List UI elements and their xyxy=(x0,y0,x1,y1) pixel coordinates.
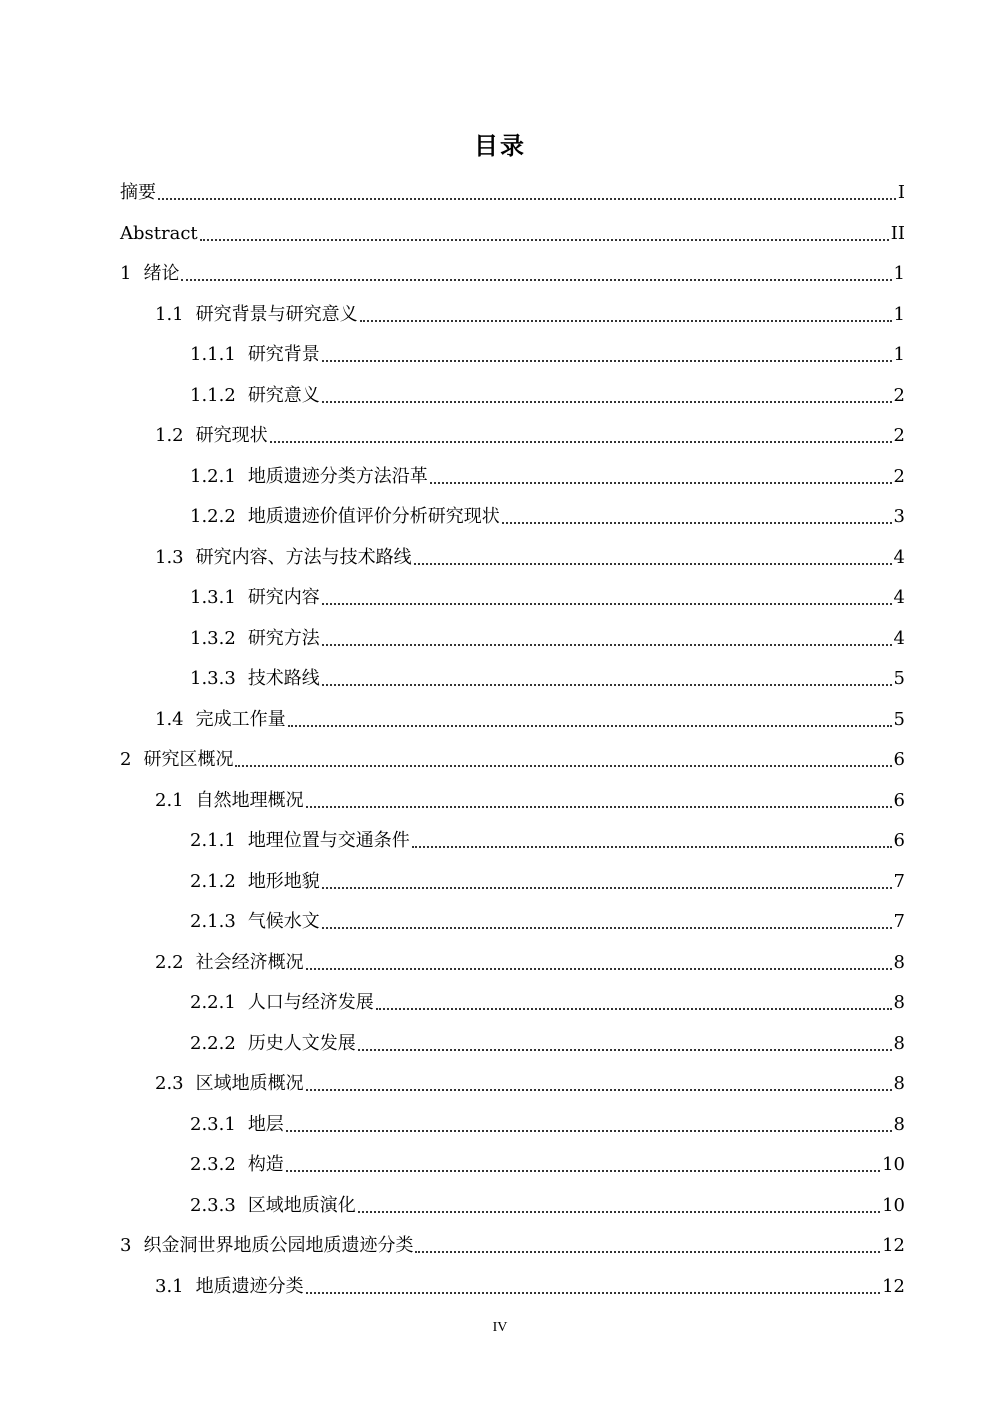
toc-entry[interactable] xyxy=(155,1064,905,1104)
toc-entry-page: 2 xyxy=(893,384,905,406)
toc-entry-number: 1.3.2 xyxy=(190,627,236,649)
toc-entry[interactable] xyxy=(155,943,905,983)
toc-leader-dots xyxy=(286,1170,880,1172)
toc-leader-dots xyxy=(358,1049,892,1051)
toc-entry-title: 摘要 xyxy=(120,182,156,203)
toc-entry[interactable] xyxy=(190,1145,905,1185)
toc-entry-page: II xyxy=(890,222,905,244)
toc-entry-page: 2 xyxy=(893,425,905,446)
toc-entry[interactable] xyxy=(155,1267,905,1307)
toc-entry-page: 6 xyxy=(893,749,905,770)
toc-entry-number: 2.3 xyxy=(155,1073,184,1094)
toc-entry-number: 1.2.1 xyxy=(190,465,236,487)
toc-entry-title: 自然地理概况 xyxy=(195,789,304,811)
toc-entry-number: 2.1.1 xyxy=(190,830,236,851)
toc-entry[interactable] xyxy=(190,497,905,537)
toc-entry[interactable] xyxy=(190,862,905,902)
toc-entry-page: 5 xyxy=(893,668,905,689)
toc-entry-page: 6 xyxy=(893,830,905,851)
toc-entry-page: 8 xyxy=(893,1073,905,1094)
toc-entry-number: 2.3.3 xyxy=(190,1194,236,1216)
toc-entry-page: 6 xyxy=(893,789,905,811)
toc-entry-title: 研究内容 xyxy=(247,587,320,608)
toc-entry-title: 研究背景与研究意义 xyxy=(195,303,358,325)
toc-entry-number: 1.1.1 xyxy=(190,344,236,365)
toc-entry[interactable] xyxy=(190,821,905,861)
toc-leader-dots xyxy=(200,239,889,241)
toc-leader-dots xyxy=(412,846,892,848)
toc-entry[interactable] xyxy=(190,983,905,1023)
toc-entry-number: 2.3.2 xyxy=(190,1154,236,1175)
toc-entry-title: Abstract xyxy=(120,222,198,244)
toc-entry[interactable] xyxy=(155,416,905,456)
toc-entry-number: 2.3.1 xyxy=(190,1113,236,1135)
toc-entry-page: 5 xyxy=(893,708,905,730)
toc-leader-dots xyxy=(306,968,892,970)
toc-entry[interactable] xyxy=(120,173,905,213)
toc-entry-number: 1.3.3 xyxy=(190,668,236,689)
toc-entry-page: 8 xyxy=(893,951,905,973)
toc-leader-dots xyxy=(358,1211,880,1213)
toc-leader-dots xyxy=(158,198,896,200)
toc-entry-number: 2.1.2 xyxy=(190,870,236,892)
toc-entry-title: 地质遗迹分类 xyxy=(195,1275,304,1297)
toc-entry-page: 4 xyxy=(893,627,905,649)
toc-entry-page: 8 xyxy=(893,1113,905,1135)
toc-leader-dots xyxy=(322,644,892,646)
toc-leader-dots xyxy=(322,401,892,403)
toc-entry-page: 8 xyxy=(893,1032,905,1054)
toc-entry[interactable] xyxy=(120,254,905,294)
toc-entry-title: 地形地貌 xyxy=(247,870,320,892)
toc-entry-page: 4 xyxy=(893,546,905,568)
toc-entry-page: 3 xyxy=(893,506,905,527)
toc-entry-number: 2.2.1 xyxy=(190,992,236,1013)
toc-entry-page: 4 xyxy=(893,587,905,608)
toc-leader-dots xyxy=(306,806,892,808)
toc-entry[interactable] xyxy=(155,538,905,578)
toc-entry-number: 1.1 xyxy=(155,303,184,325)
toc-entry[interactable] xyxy=(190,335,905,375)
toc-entry-number: 2.1 xyxy=(155,789,184,811)
toc-leader-dots xyxy=(430,482,892,484)
toc-entry-number: 1 xyxy=(120,263,132,284)
toc-entry[interactable] xyxy=(190,1024,905,1064)
toc-entry-title: 社会经济概况 xyxy=(195,951,304,973)
toc-entry-title: 区域地质概况 xyxy=(195,1073,304,1094)
toc-entry-title: 气候水文 xyxy=(247,911,320,932)
toc-entry[interactable] xyxy=(120,1226,905,1266)
toc-entry[interactable] xyxy=(190,1105,905,1145)
toc-entry-page: 1 xyxy=(893,344,905,365)
toc-entry-number: 1.3 xyxy=(155,546,184,568)
toc-entry-page: 7 xyxy=(893,870,905,892)
toc-leader-dots xyxy=(181,279,891,281)
toc-leader-dots xyxy=(306,1292,880,1294)
toc-leader-dots xyxy=(360,320,892,322)
toc-entry-title: 研究意义 xyxy=(247,384,320,406)
toc-entry[interactable] xyxy=(190,619,905,659)
toc-entry-title: 地质遗迹分类方法沿革 xyxy=(247,465,428,487)
toc-leader-dots xyxy=(270,441,892,443)
toc-entry-page: 12 xyxy=(882,1235,905,1256)
toc-entry-title: 绪论 xyxy=(143,263,180,284)
toc-entry[interactable] xyxy=(155,781,905,821)
toc-entry-title: 研究内容、方法与技术路线 xyxy=(195,546,412,568)
toc-entry-number: 1.3.1 xyxy=(190,587,236,608)
toc-leader-dots xyxy=(414,563,892,565)
toc-leader-dots xyxy=(322,603,892,605)
toc-entry-title: 人口与经济发展 xyxy=(247,992,374,1013)
toc-leader-dots xyxy=(415,1251,880,1253)
toc-leader-dots xyxy=(235,765,891,767)
toc-entry-title: 历史人文发展 xyxy=(247,1032,356,1054)
toc-entry-title: 织金洞世界地质公园地质遗迹分类 xyxy=(143,1235,414,1256)
toc-entry-title: 技术路线 xyxy=(247,668,320,689)
toc-leader-dots xyxy=(376,1008,892,1010)
toc-leader-dots xyxy=(322,684,892,686)
toc-entry-number: 2 xyxy=(120,749,132,770)
toc-entry-page: 12 xyxy=(882,1275,905,1297)
toc-entry[interactable] xyxy=(190,902,905,942)
toc-entry[interactable] xyxy=(120,214,905,254)
toc-entry[interactable] xyxy=(120,740,905,780)
toc-leader-dots xyxy=(502,522,892,524)
toc-entry-number: 1.1.2 xyxy=(190,384,236,406)
toc-entry[interactable] xyxy=(190,578,905,618)
toc-entry-page: 10 xyxy=(882,1194,905,1216)
toc-entry[interactable] xyxy=(190,376,905,416)
toc-entry[interactable] xyxy=(190,659,905,699)
toc-entry-title: 地质遗迹价值评价分析研究现状 xyxy=(247,506,500,527)
toc-entry-number: 1.2.2 xyxy=(190,506,236,527)
toc-entry-number: 3 xyxy=(120,1235,132,1256)
toc-leader-dots xyxy=(322,360,892,362)
toc-entry[interactable] xyxy=(155,295,905,335)
toc-entry-title: 研究现状 xyxy=(195,425,268,446)
toc-entry-title: 区域地质演化 xyxy=(247,1194,356,1216)
toc-entry-page: 8 xyxy=(893,992,905,1013)
toc-entry-title: 完成工作量 xyxy=(195,708,286,730)
toc-entry-number: 3.1 xyxy=(155,1275,184,1297)
toc-entry-title: 研究背景 xyxy=(247,344,320,365)
toc-entry-number: 1.2 xyxy=(155,425,184,446)
toc-entry-number: 2.1.3 xyxy=(190,911,236,932)
toc-entry-page: 1 xyxy=(893,303,905,325)
toc-leader-dots xyxy=(306,1089,892,1091)
toc-entry-page: 2 xyxy=(893,465,905,487)
toc-entry-page: 1 xyxy=(893,263,905,284)
toc-entry-page: 10 xyxy=(882,1154,905,1175)
page-number: IV xyxy=(492,1320,508,1335)
toc-entry-page: I xyxy=(897,182,905,203)
toc-leader-dots xyxy=(288,725,892,727)
toc-entry-page: 7 xyxy=(893,911,905,932)
toc-leader-dots xyxy=(286,1130,892,1132)
toc-entry[interactable] xyxy=(190,457,905,497)
toc-leader-dots xyxy=(322,887,892,889)
toc-entry[interactable] xyxy=(190,1186,905,1226)
toc-entry-title: 研究区概况 xyxy=(143,749,234,770)
toc-title: 目录 xyxy=(474,132,526,160)
toc-entry-title: 地理位置与交通条件 xyxy=(247,830,410,851)
toc-entry-title: 研究方法 xyxy=(247,627,320,649)
toc-entry-title: 地层 xyxy=(247,1113,284,1135)
toc-entry[interactable] xyxy=(155,700,905,740)
toc-entry-title: 构造 xyxy=(247,1154,284,1175)
toc-entry-number: 2.2 xyxy=(155,951,184,973)
toc-entry-number: 1.4 xyxy=(155,708,184,730)
toc-leader-dots xyxy=(322,927,892,929)
toc-entry-number: 2.2.2 xyxy=(190,1032,236,1054)
